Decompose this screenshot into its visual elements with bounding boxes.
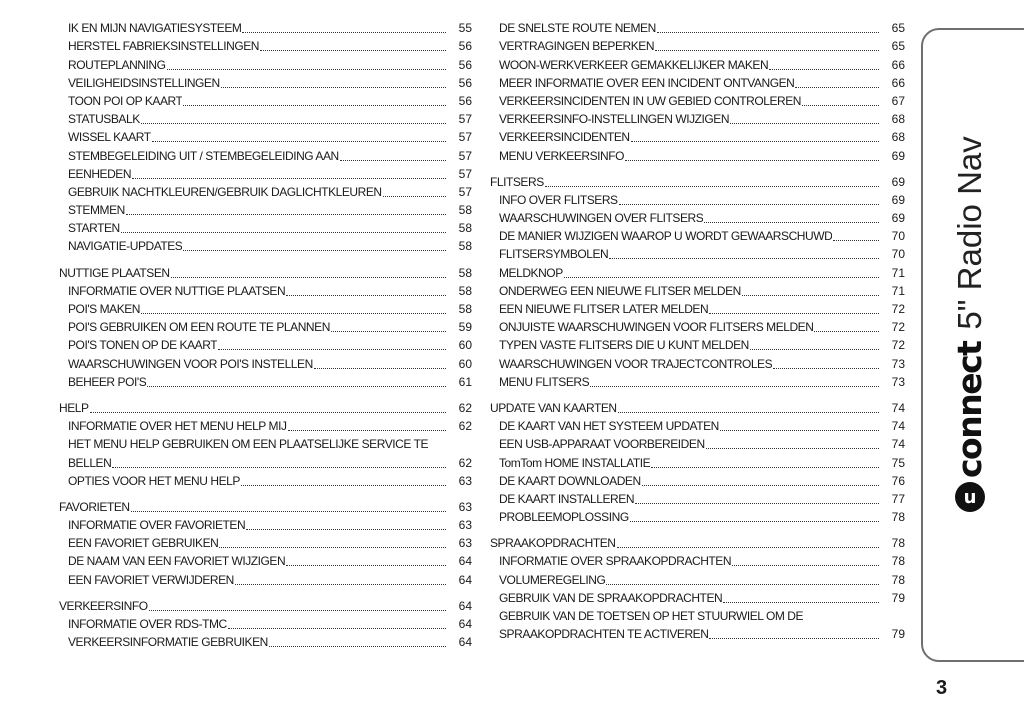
toc-entry[interactable]: [490, 588, 905, 606]
toc-entry[interactable]: [490, 624, 905, 642]
toc-entry[interactable]: [490, 145, 905, 163]
toc-page-number: 57: [458, 148, 472, 163]
dot-leader: [618, 412, 879, 413]
toc-section: [490, 172, 905, 390]
toc-entry[interactable]: [59, 299, 472, 317]
toc-section: [59, 596, 472, 651]
toc-page-number: 79: [891, 627, 905, 642]
dot-leader: [723, 602, 879, 603]
dot-leader: [630, 521, 879, 522]
toc-page-number: 73: [891, 374, 905, 389]
toc-entry[interactable]: [490, 91, 905, 109]
toc-section-heading[interactable]: [490, 533, 905, 551]
toc-entry-label: GEBRUIK NACHTKLEUREN/GEBRUIK DAGLICHTKLEUREN: [68, 184, 382, 199]
dot-leader: [814, 331, 879, 332]
toc-page-number: 78: [891, 536, 905, 551]
dot-leader: [631, 141, 879, 142]
dot-leader: [720, 430, 879, 431]
toc-entry[interactable]: [59, 218, 472, 236]
dot-leader: [635, 503, 879, 504]
dot-leader: [609, 258, 879, 259]
toc-entry-label: NAVIGATIE-UPDATES: [68, 239, 183, 254]
toc-page-number: 67: [891, 93, 905, 108]
toc-page-number: 63: [458, 518, 472, 533]
dot-leader: [121, 232, 446, 233]
toc-entry-label: INFORMATIE OVER RDS-TMC: [68, 617, 227, 631]
toc-entry-label: BEHEER POI'S: [68, 374, 147, 389]
toc-entry-label: FLITSERS: [490, 174, 544, 189]
toc-entry-label: HELP: [59, 400, 89, 415]
toc-entry[interactable]: [59, 533, 472, 551]
toc-entry[interactable]: [490, 353, 905, 371]
dot-leader: [131, 511, 446, 512]
toc-page-number: 60: [458, 356, 472, 371]
toc-entry[interactable]: [490, 190, 905, 208]
toc-entry-label: EEN FAVORIET GEBRUIKEN: [68, 536, 219, 551]
dot-leader: [606, 584, 879, 585]
toc-page-number: 58: [458, 239, 472, 254]
toc-entry-label: WAARSCHUWINGEN VOOR POI'S INSTELLEN: [68, 356, 313, 371]
toc-entry[interactable]: [490, 18, 905, 36]
uconnect-logo-icon: u: [955, 482, 985, 512]
toc-entry[interactable]: [490, 434, 905, 452]
toc-entry[interactable]: [59, 569, 472, 587]
page-number: 3: [936, 677, 948, 699]
dot-leader: [242, 32, 446, 33]
toc-page-number: 58: [458, 265, 472, 280]
toc-entry-label: VERKEERSINCIDENTEN: [499, 130, 630, 145]
toc-entry-label: DE KAART VAN HET SYSTEEM UPDATEN: [499, 419, 719, 434]
toc-entry[interactable]: [59, 614, 472, 632]
toc-entry-label: POI'S MAKEN: [68, 302, 141, 316]
toc-entry-label: DE KAART DOWNLOADEN: [499, 473, 641, 488]
toc-entry-label: VERKEERSINFO: [59, 598, 148, 613]
toc-page-number: 57: [458, 112, 472, 127]
toc-page-number: 66: [891, 57, 905, 72]
toc-page-number: 74: [891, 437, 905, 452]
toc-entry[interactable]: [490, 226, 905, 244]
toc-page-number: 64: [458, 572, 472, 587]
toc-entry[interactable]: [490, 471, 905, 489]
dot-leader: [833, 240, 879, 241]
toc-entry[interactable]: [490, 569, 905, 587]
dot-leader: [732, 565, 879, 566]
toc-page-number: 56: [458, 93, 472, 108]
toc-entry-label: MELDKNOP: [499, 265, 563, 280]
toc-entry-label: PROBLEEMOPLOSSING: [499, 510, 629, 525]
toc-page-number: 56: [458, 39, 472, 54]
dot-leader: [769, 69, 879, 70]
toc-entry-label: INFORMATIE OVER SPRAAKOPDRACHTEN: [499, 554, 732, 569]
dot-leader: [545, 186, 879, 187]
toc-page-number: 64: [458, 598, 472, 613]
toc-entry-label: MEER INFORMATIE OVER EEN INCIDENT ONTVANGEN: [499, 75, 795, 90]
toc-entry-label: MENU FLITSERS: [499, 374, 590, 389]
toc-entry-label: DE SNELSTE ROUTE NEMEN: [499, 21, 656, 36]
toc-entry-label: HERSTEL FABRIEKSINSTELLINGEN: [68, 39, 260, 54]
toc-entry[interactable]: [59, 73, 472, 91]
dot-leader: [625, 160, 879, 161]
toc-page-number: 62: [458, 455, 472, 470]
toc-page-number: 74: [891, 419, 905, 434]
toc-entry[interactable]: [59, 182, 472, 200]
toc-entry[interactable]: [490, 606, 905, 624]
toc-section: [59, 398, 472, 489]
toc-entry[interactable]: [59, 54, 472, 72]
toc-entry[interactable]: [59, 200, 472, 218]
toc-entry-label: INFORMATIE OVER FAVORIETEN: [68, 518, 246, 533]
toc-section-heading[interactable]: [490, 172, 905, 190]
toc-page-number: 63: [458, 473, 472, 488]
toc-page-number: 58: [458, 203, 472, 218]
toc-entry[interactable]: [490, 489, 905, 507]
toc-entry-label: MENU VERKEERSINFO: [499, 148, 625, 163]
toc-page-number: 70: [891, 229, 905, 244]
dot-leader: [221, 87, 446, 88]
toc-page-number: 74: [891, 400, 905, 415]
toc-entry[interactable]: [59, 109, 472, 127]
toc-entry-label: EEN NIEUWE FLITSER LATER MELDEN: [499, 302, 709, 316]
dot-leader: [331, 331, 446, 332]
toc-section: [490, 18, 905, 164]
dot-leader: [219, 547, 446, 548]
toc-entry-label: VERKEERSINCIDENTEN IN UW GEBIED CONTROLEREN: [499, 93, 802, 108]
toc-page-number: 58: [458, 221, 472, 236]
toc-page-number: 69: [891, 174, 905, 189]
toc-entry[interactable]: [59, 127, 472, 145]
toc-entry[interactable]: [59, 145, 472, 163]
toc-entry[interactable]: [59, 551, 472, 569]
toc-entry[interactable]: [490, 281, 905, 299]
dot-leader: [383, 196, 446, 197]
toc-entry[interactable]: [59, 236, 472, 254]
dot-leader: [340, 160, 446, 161]
toc-entry-label: INFORMATIE OVER NUTTIGE PLAATSEN: [68, 283, 286, 298]
dot-leader: [619, 204, 879, 205]
toc-page-number: 71: [891, 283, 905, 298]
toc-page-number: 73: [891, 356, 905, 371]
dot-leader: [709, 313, 879, 314]
toc-entry[interactable]: [59, 18, 472, 36]
toc-entry[interactable]: [59, 372, 472, 390]
toc-entry-label: VERTRAGINGEN BEPERKEN: [499, 39, 655, 54]
toc-entry-label: WISSEL KAART: [68, 130, 151, 145]
toc-entry[interactable]: [490, 299, 905, 317]
dot-leader: [183, 250, 446, 251]
dot-leader: [773, 368, 879, 369]
toc-entry[interactable]: [59, 91, 472, 109]
toc-entry[interactable]: [59, 434, 472, 452]
toc-page-number: 75: [891, 455, 905, 470]
toc-page-number: 72: [891, 302, 905, 316]
toc-entry-label: WAARSCHUWINGEN OVER FLITSERS: [499, 211, 704, 226]
toc-page-number: 63: [458, 499, 472, 514]
dot-leader: [655, 50, 879, 51]
toc-page-number: 65: [891, 21, 905, 36]
toc-entry[interactable]: [59, 471, 472, 489]
dot-leader: [141, 123, 446, 124]
toc-page-number: 56: [458, 57, 472, 72]
toc-page-number: 58: [458, 283, 472, 298]
toc-entry[interactable]: [490, 109, 905, 127]
toc-entry[interactable]: [490, 208, 905, 226]
dot-leader: [704, 222, 879, 223]
toc-page-number: 63: [458, 536, 472, 551]
toc-section-heading[interactable]: [59, 398, 472, 416]
toc-page-number: 66: [891, 75, 905, 90]
toc-entry-label: WOON-WERKVERKEER GEMAKKELIJKER MAKEN: [499, 57, 769, 72]
toc-page-number: 79: [891, 590, 905, 605]
toc-page-number: 69: [891, 148, 905, 163]
toc-entry-label: WAARSCHUWINGEN VOOR TRAJECTCONTROLES: [499, 356, 773, 371]
dot-leader: [706, 448, 879, 449]
dot-leader: [286, 295, 446, 296]
dot-leader: [132, 178, 446, 179]
toc-entry[interactable]: [490, 244, 905, 262]
toc-entry[interactable]: [59, 317, 472, 335]
toc-page-number: 78: [891, 510, 905, 525]
brand-model: 5" Radio Nav: [950, 136, 988, 330]
dot-leader: [564, 277, 879, 278]
toc-left-column: [59, 18, 472, 658]
dot-leader: [147, 386, 446, 387]
toc-entry[interactable]: [59, 515, 472, 533]
dot-leader: [126, 214, 446, 215]
dot-leader: [141, 313, 446, 314]
toc-entry-label: SPRAAKOPDRACHTEN TE ACTIVEREN: [499, 627, 709, 642]
toc-section: [59, 262, 472, 389]
toc-entry[interactable]: [490, 127, 905, 145]
toc-page-number: 60: [458, 338, 472, 353]
toc-entry[interactable]: [490, 36, 905, 54]
toc-entry[interactable]: [59, 281, 472, 299]
toc-entry[interactable]: [490, 262, 905, 280]
dot-leader: [112, 467, 446, 468]
dot-leader: [90, 412, 446, 413]
toc-entry-label: INFO OVER FLITSERS: [499, 192, 618, 207]
toc-section-heading[interactable]: [59, 596, 472, 614]
toc-entry-label: TYPEN VASTE FLITSERS DIE U KUNT MELDEN: [499, 338, 749, 353]
dot-leader: [167, 69, 447, 70]
dot-leader: [802, 105, 879, 106]
dot-leader: [286, 565, 446, 566]
toc-page-number: 57: [458, 130, 472, 145]
toc-page-number: 64: [458, 635, 472, 650]
toc-entry-label: GEBRUIK VAN DE SPRAAKOPDRACHTEN: [499, 590, 723, 605]
toc-entry-label: ONDERWEG EEN NIEUWE FLITSER MELDEN: [499, 283, 741, 298]
toc-page-number: 59: [458, 320, 472, 335]
toc-entry[interactable]: [490, 507, 905, 525]
toc-entry-label: DE NAAM VAN EEN FAVORIET WIJZIGEN: [68, 554, 286, 569]
dot-leader: [590, 386, 879, 387]
toc-entry-label: VOLUMEREGELING: [499, 572, 606, 587]
toc-entry[interactable]: [59, 164, 472, 182]
toc-page-number: 64: [458, 554, 472, 569]
toc-entry-label: STATUSBALK: [68, 112, 140, 127]
toc-entry-label: DE MANIER WIJZIGEN WAAROP U WORDT GEWAARSCHUWD: [499, 229, 833, 244]
toc-page-number: 57: [458, 184, 472, 199]
toc-entry[interactable]: [490, 416, 905, 434]
toc-entry[interactable]: [490, 73, 905, 91]
toc-entry[interactable]: [59, 335, 472, 353]
toc-entry-label: POI'S GEBRUIKEN OM EEN ROUTE TE PLANNEN: [68, 320, 330, 335]
toc-page-number: 69: [891, 192, 905, 207]
dot-leader: [288, 430, 446, 431]
dot-leader: [742, 295, 879, 296]
toc-entry[interactable]: [490, 551, 905, 569]
toc-entry[interactable]: [59, 353, 472, 371]
toc-section: [59, 497, 472, 588]
toc-page-number: 65: [891, 39, 905, 54]
dot-leader: [617, 547, 880, 548]
toc-entry-label: EEN FAVORIET VERWIJDEREN: [68, 572, 234, 587]
toc-page-number: 62: [458, 400, 472, 415]
dot-leader: [183, 105, 446, 106]
toc-section: [490, 398, 905, 525]
dot-leader: [228, 628, 446, 629]
toc-entry-label: STEMMEN: [68, 203, 125, 218]
toc-entry[interactable]: [490, 372, 905, 390]
toc-page-number: 72: [891, 320, 905, 335]
toc-entry-label: SPRAAKOPDRACHTEN: [490, 536, 616, 551]
toc-page-number: 72: [891, 338, 905, 353]
toc-entry-label: DE KAART INSTALLEREN: [499, 491, 635, 506]
toc-entry-label: UPDATE VAN KAARTEN: [490, 400, 617, 415]
toc-entry[interactable]: [59, 452, 472, 470]
toc-entry-label: GEBRUIK VAN DE TOETSEN OP HET STUURWIEL OM DE: [499, 609, 804, 623]
toc-section: [59, 18, 472, 254]
toc-entry-label: EENHEDEN: [68, 166, 132, 181]
toc-section-heading[interactable]: [59, 262, 472, 280]
toc-entry-label: VERKEERSINFORMATIE GEBRUIKEN: [68, 635, 268, 650]
toc-entry-label: POI'S TONEN OP DE KAART: [68, 338, 218, 353]
dot-leader: [709, 638, 879, 639]
toc-page-number: 77: [891, 491, 905, 506]
toc-section: [490, 533, 905, 642]
brand-name: connect: [950, 341, 989, 478]
toc-page-number: 57: [458, 166, 472, 181]
dot-leader: [314, 368, 446, 369]
dot-leader: [152, 141, 446, 142]
toc-entry-label: EEN USB-APPARAAT VOORBEREIDEN: [499, 437, 705, 452]
toc-page-number: 69: [891, 211, 905, 226]
toc-page-number: 71: [891, 265, 905, 280]
dot-leader: [750, 349, 879, 350]
toc-page-number: 78: [891, 554, 905, 569]
toc-entry[interactable]: [490, 452, 905, 470]
dot-leader: [795, 87, 879, 88]
toc-page-number: 78: [891, 572, 905, 587]
toc-entry-label: STEMBEGELEIDING UIT / STEMBEGELEIDING AAN: [68, 148, 339, 163]
dot-leader: [235, 584, 446, 585]
toc-entry-label: STARTEN: [68, 221, 120, 236]
toc-page-number: 70: [891, 247, 905, 262]
toc-page-number: 61: [458, 374, 472, 389]
toc-section-heading[interactable]: [490, 398, 905, 416]
toc-entry[interactable]: [59, 36, 472, 54]
dot-leader: [651, 467, 879, 468]
toc-section-heading[interactable]: [59, 497, 472, 515]
toc-entry-label: TomTom HOME INSTALLATIE: [499, 455, 651, 470]
dot-leader: [246, 529, 446, 530]
toc-entry-label: VERKEERSINFO-INSTELLINGEN WIJZIGEN: [499, 112, 730, 127]
toc-page-number: 62: [458, 419, 472, 434]
toc-entry-label: FLITSERSYMBOLEN: [499, 247, 609, 262]
toc-page-number: 58: [458, 302, 472, 316]
toc-entry[interactable]: [59, 632, 472, 650]
toc-entry-label: NUTTIGE PLAATSEN: [59, 265, 170, 280]
toc-entry-label: OPTIES VOOR HET MENU HELP: [68, 473, 240, 488]
toc-entry[interactable]: [490, 317, 905, 335]
dot-leader: [269, 646, 446, 647]
toc-page-number: 56: [458, 75, 472, 90]
dot-leader: [730, 123, 879, 124]
toc-entry[interactable]: [490, 54, 905, 72]
toc-entry-label: BELLEN: [68, 455, 112, 470]
toc-page-number: 76: [891, 473, 905, 488]
toc-entry-label: HET MENU HELP GEBRUIKEN OM EEN PLAATSELIJKE SERVICE TE: [68, 437, 429, 452]
toc-page-number: 68: [891, 112, 905, 127]
toc-page-number: 68: [891, 130, 905, 145]
toc-page-number: 64: [458, 617, 472, 631]
toc-page-number: 55: [458, 21, 472, 36]
dot-leader: [218, 349, 446, 350]
dot-leader: [657, 32, 879, 33]
toc-entry-label: VEILIGHEIDSINSTELLINGEN: [68, 75, 220, 90]
dot-leader: [241, 485, 446, 486]
dot-leader: [171, 277, 446, 278]
toc-entry-label: IK EN MIJN NAVIGATIESYSTEEM: [68, 21, 242, 36]
dot-leader: [642, 485, 879, 486]
toc-entry-label: FAVORIETEN: [59, 499, 130, 514]
toc-entry-label: INFORMATIE OVER HET MENU HELP MIJ: [68, 419, 287, 434]
toc-entry-label: ONJUISTE WAARSCHUWINGEN VOOR FLITSERS MELDEN: [499, 320, 814, 335]
toc-entry[interactable]: [490, 335, 905, 353]
toc-entry-label: TOON POI OP KAART: [68, 93, 183, 108]
dot-leader: [260, 50, 446, 51]
dot-leader: [149, 610, 446, 611]
toc-entry[interactable]: [59, 416, 472, 434]
toc-right-column: [490, 18, 905, 650]
toc-entry-label: ROUTEPLANNING: [68, 57, 166, 72]
